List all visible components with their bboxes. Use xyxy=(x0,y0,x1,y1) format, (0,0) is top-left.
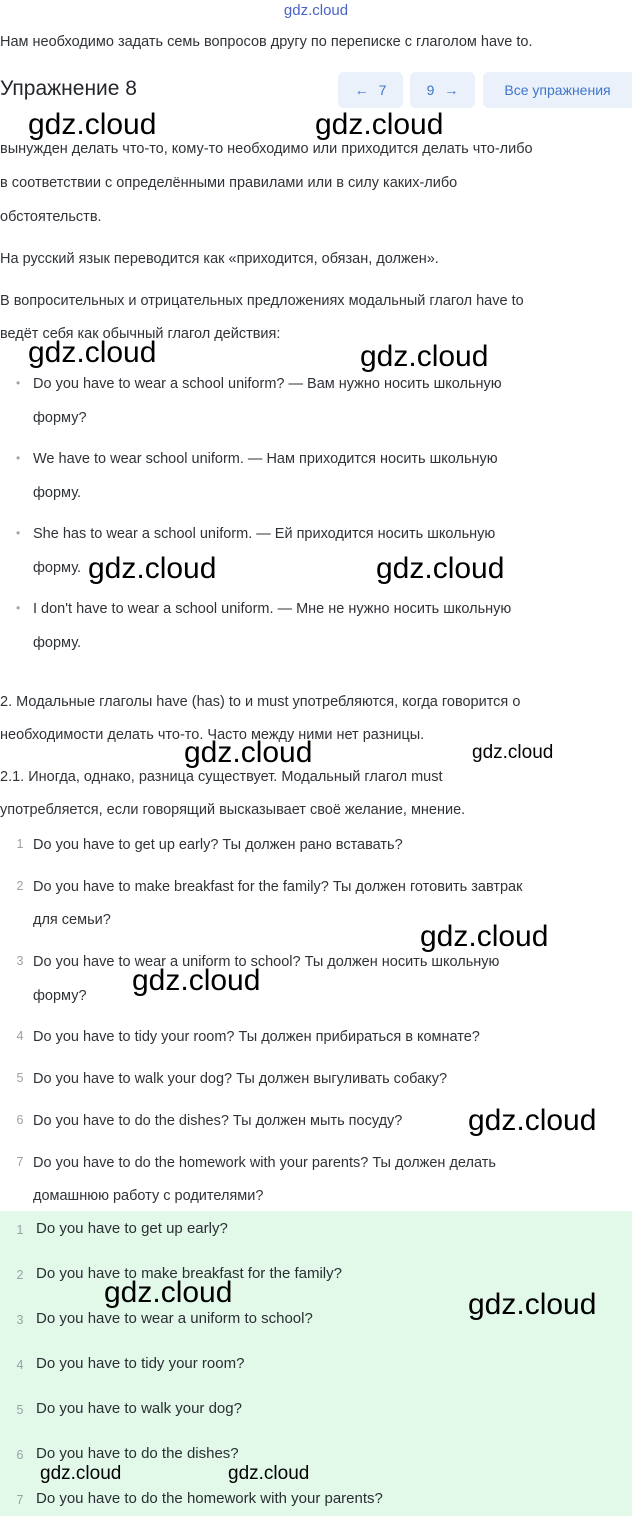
answer-number: 3 xyxy=(16,1313,24,1327)
all-exercises-button[interactable] xyxy=(483,72,632,108)
watermark: gdz.cloud xyxy=(468,1288,597,1321)
list-number: 7 xyxy=(16,1155,24,1169)
answer-item: Do you have to tidy your room? xyxy=(36,1355,245,1372)
list-item: Do you have to tidy your room? Ты должен прибираться в комнате? xyxy=(33,1029,480,1045)
watermark: gdz.cloud xyxy=(88,552,217,585)
example-line: форму. xyxy=(33,635,82,651)
example-line: We have to wear school uniform. — Нам приходится носить школьную xyxy=(33,451,498,467)
example-line: форму. xyxy=(33,485,82,501)
bullet-dot: • xyxy=(16,526,21,540)
answer-item: Do you have to wear a uniform to school? xyxy=(36,1310,313,1327)
theory-line: в соответствии с определёнными правилами или в силу каких-либо xyxy=(0,175,458,191)
theory-line: обстоятельств. xyxy=(0,209,102,225)
theory-line: 2.1. Иногда, однако, разница существует. Модальный глагол must xyxy=(0,769,443,785)
theory-line: 2. Модальные глаголы have (has) to и must употребляются, когда говорится о xyxy=(0,694,521,710)
theory-line: употребляется, если говорящий высказывает своё желание, мнение. xyxy=(0,802,466,818)
watermark: gdz.cloud xyxy=(28,336,157,369)
page-title: Упражнение 8 xyxy=(0,77,137,100)
arrow-right-icon: → xyxy=(444,82,459,98)
watermark: gdz.cloud xyxy=(228,1463,310,1484)
list-item: Do you have to walk your dog? Ты должен выгуливать собаку? xyxy=(33,1071,448,1087)
list-number: 1 xyxy=(16,837,24,851)
list-item: для семьи? xyxy=(33,912,111,928)
watermark: gdz.cloud xyxy=(184,736,313,769)
answer-item: Do you have to do the dishes? xyxy=(36,1445,239,1462)
prev-exercise-label: 7 xyxy=(378,82,387,98)
theory-line: На русский язык переводится как «приходится, обязан, должен». xyxy=(0,251,439,267)
answer-number: 1 xyxy=(16,1223,24,1237)
watermark: gdz.cloud xyxy=(472,742,554,763)
arrow-left-icon: ← xyxy=(354,82,369,98)
list-item: форму? xyxy=(33,988,87,1004)
list-item: Do you have to do the homework with your parents? Ты должен делать xyxy=(33,1155,496,1171)
watermark: gdz.cloud xyxy=(468,1104,597,1137)
theory-line: необходимости делать что-то. Часто между ними нет разницы. xyxy=(0,727,425,743)
answer-item: Do you have to do the homework with your parents? xyxy=(36,1490,383,1507)
watermark: gdz.cloud xyxy=(315,108,444,141)
watermark: gdz.cloud xyxy=(420,920,549,953)
theory-line: вынужден делать что-то, кому-то необходимо или приходится делать что-либо xyxy=(0,141,533,157)
answer-item: Do you have to walk your dog? xyxy=(36,1400,242,1417)
example-line: I don't have to wear a school uniform. — Мне не нужно носить школьную xyxy=(33,601,512,617)
list-number: 6 xyxy=(16,1113,24,1127)
answer-item: Do you have to get up early? xyxy=(36,1220,228,1237)
answer-number: 5 xyxy=(16,1403,24,1417)
watermark: gdz.cloud xyxy=(104,1276,233,1309)
watermark: gdz.cloud xyxy=(40,1463,122,1484)
answer-number: 7 xyxy=(16,1493,24,1507)
bullet-dot: • xyxy=(16,376,21,390)
task-text: Нам необходимо задать семь вопросов другу по переписке с глаголом have to. xyxy=(0,34,533,50)
list-number: 5 xyxy=(16,1071,24,1085)
watermark: gdz.cloud xyxy=(376,552,505,585)
example-line: форму? xyxy=(33,410,87,426)
answer-number: 4 xyxy=(16,1358,24,1372)
prev-exercise-button[interactable] xyxy=(338,72,403,108)
theory-line: В вопросительных и отрицательных предложениях модальный глагол have to xyxy=(0,293,524,309)
list-number: 3 xyxy=(16,954,24,968)
list-item: Do you have to do the dishes? Ты должен мыть посуду? xyxy=(33,1113,403,1129)
bullet-dot: • xyxy=(16,451,21,465)
example-line: Do you have to wear a school uniform? — Вам нужно носить школьную xyxy=(33,376,502,392)
next-exercise-label: 9 xyxy=(426,82,435,98)
watermark: gdz.cloud xyxy=(360,340,489,373)
site-brand[interactable]: gdz.cloud xyxy=(283,2,349,19)
list-item: Do you have to get up early? Ты должен рано вставать? xyxy=(33,837,403,853)
all-exercises-label: Все упражнения xyxy=(504,82,611,98)
example-line: She has to wear a school uniform. — Ей приходится носить школьную xyxy=(33,526,496,542)
bullet-dot: • xyxy=(16,601,21,615)
watermark: gdz.cloud xyxy=(132,964,261,997)
answer-item: Do you have to make breakfast for the family? xyxy=(36,1265,342,1282)
list-item: домашнюю работу с родителями? xyxy=(33,1188,264,1204)
answer-number: 2 xyxy=(16,1268,24,1282)
list-number: 2 xyxy=(16,879,24,893)
theory-line: ведёт себя как обычный глагол действия: xyxy=(0,326,281,342)
next-exercise-button[interactable] xyxy=(410,72,475,108)
watermark: gdz.cloud xyxy=(28,108,157,141)
list-number: 4 xyxy=(16,1029,24,1043)
example-line: форму. xyxy=(33,560,82,576)
list-item: Do you have to make breakfast for the family? Ты должен готовить завтрак xyxy=(33,879,523,895)
answer-number: 6 xyxy=(16,1448,24,1462)
list-item: Do you have to wear a uniform to school? Ты должен носить школьную xyxy=(33,954,500,970)
